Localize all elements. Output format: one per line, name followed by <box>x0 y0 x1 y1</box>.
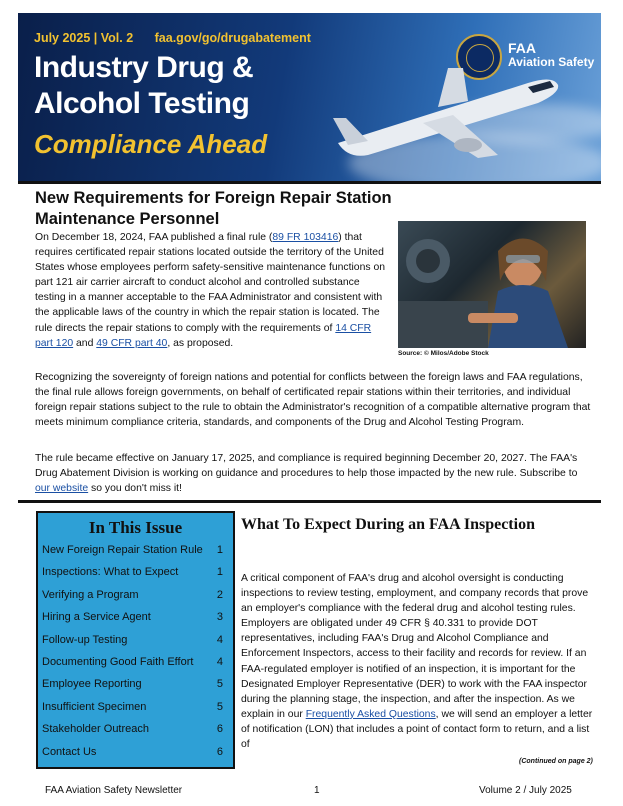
toc-item[interactable]: Inspections: What to Expect 1 <box>42 566 223 579</box>
issue-line <box>34 31 329 45</box>
toc-item[interactable]: Documenting Good Faith Effort 4 <box>42 655 223 668</box>
article2-heading: What To Expect During an FAA Inspection <box>241 516 535 533</box>
toc-title: In This Issue <box>88 518 183 537</box>
mechanic-photo <box>398 221 586 348</box>
toc-item[interactable]: Verifying a Program 2 <box>42 588 223 601</box>
footer-volume: Volume 2 / July 2025 <box>479 785 572 796</box>
article1-heading-line1: New Requirements for Foreign Repair Station <box>35 189 392 207</box>
footer-newsletter-name: FAA Aviation Safety Newsletter <box>45 785 183 796</box>
in-this-issue-box <box>36 511 235 769</box>
article1-paragraph2: Recognizing the sovereignty of foreign nations and potential for conflicts between the foreign laws and FAA regulations, the final rule allows foreign governments, on behalf of certificated repair stations within their territories, and individual foreign repair stations subject to the rule to obtain the Administrator's recognition of a compatible alternative program that meets minimum compliance criteria, standards, and components of the Drug and Alcohol Testing Program. <box>35 372 591 429</box>
link-our-website[interactable]: our website <box>35 483 89 495</box>
toc-item[interactable]: Contact Us 6 <box>42 745 223 758</box>
agency-name: FAA <box>508 40 536 56</box>
article1-heading <box>35 188 392 230</box>
article1-paragraph1: On December 18, 2024, FAA published a final rule (89 FR 103416) that requires certificated repair stations located outside the territory of the United States whose employees perform safety-sensitive maintenance functions on part 121 air carrier aircraft to conduct alcohol and controlled substance testing in a manner acceptable to the FAA Administrator and consistent with the applicable laws of the country in which the repair station is located. The rule directs the repair stations to comply with the requirements of 14 CFR part 120 and 49 CFR part 40, as proposed. <box>35 232 385 349</box>
subtitle: Compliance Ahead <box>34 129 268 159</box>
article2-paragraph1: A critical component of FAA's drug and alcohol oversight is conducting inspections to review testing, employment, and company records that prove an employer's compliance with the federal drug and alcohol testing rules. Employers are obligated under 49 CFR § 40.331 to provide DOT representatives, including FAA's Drug and Alcohol Compliance and Enforcement Inspectors, access to their facility and records for review. If an FAA-regulated employer is notified of an inspection, it is important for the Designated Employer Representative (DER) to work with the FAA inspector during the planning stage, the inspection, and after the inspection. As we explain in our Frequently Asked Questions, we will send an employer a letter of notification (LON) that includes a point of contact form to return, and a list of <box>241 573 593 751</box>
issue-label: July 2025 | Vol. 2 <box>34 31 134 45</box>
toc-item[interactable]: Hiring a Service Agent 3 <box>42 611 223 624</box>
toc-item[interactable]: Insufficient Specimen 5 <box>42 700 223 713</box>
title-line-1: Industry Drug & <box>34 51 254 84</box>
toc-item[interactable]: New Foreign Repair Station Rule 1 <box>42 544 223 556</box>
photo-credit: Source: © Milos/Adobe Stock <box>398 350 489 357</box>
divider <box>18 181 601 184</box>
link-faq[interactable]: Frequently Asked Questions <box>305 708 436 720</box>
continued-note: (Continued on page 2) <box>519 758 593 765</box>
footer-page-number: 1 <box>314 785 320 796</box>
masthead-banner <box>18 13 601 181</box>
toc-list <box>38 544 233 768</box>
toc-item[interactable]: Follow-up Testing 4 <box>42 633 223 646</box>
masthead-url[interactable]: faa.gov/go/drugabatement <box>154 31 311 45</box>
article1-heading-line2: Maintenance Personnel <box>35 210 220 228</box>
link-49-cfr-40[interactable]: 49 CFR part 40 <box>96 337 168 349</box>
article1-paragraph3: The rule became effective on January 17, 2025, and compliance is required beginning December 20, 2027. The FAA's Drug Abatement Division is working on guidance and procedures to help those impacted by the new rule. Subscribe to our website so you don't miss it! <box>35 453 578 495</box>
toc-item[interactable]: Stakeholder Outreach 6 <box>42 723 223 736</box>
toc-item[interactable]: Employee Reporting 5 <box>42 678 223 691</box>
divider <box>18 500 601 503</box>
link-89-fr-103416[interactable]: 89 FR 103416 <box>272 232 339 243</box>
agency-division: Aviation Safety <box>508 55 595 70</box>
airplane-icon <box>328 63 568 173</box>
title-line-2: Alcohol Testing <box>34 87 250 120</box>
link-14-cfr-120[interactable]: 14 CFR part 120 <box>35 322 372 349</box>
